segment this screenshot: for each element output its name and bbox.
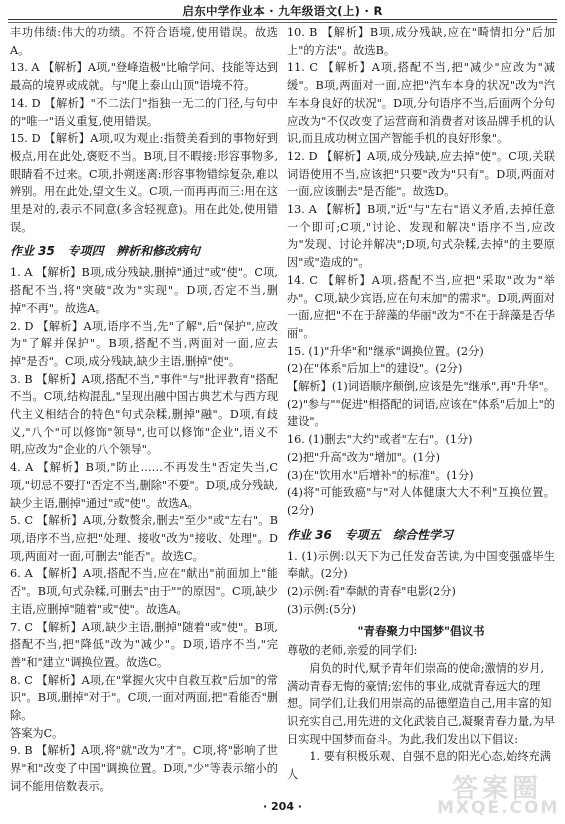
answer-4: 4. A 【解析】B项,"防止……不再发生"否定失当,C项,"切忌不要打"否定不当,删除"不要"。D项,成分残缺,缺少主语,删掉"通过"或"使"。故选A。	[10, 461, 278, 510]
essay-paragraph: 1. 要有积极乐观、自强不息的阳光心态,始终充满人	[287, 750, 551, 782]
answer-11: 11. C 【解析】A项,搭配不当,把"减少"应改为"减缓"。B项,两面对一面,应把"汽车本身的状况"改为"汽车本身良好的状况"。D项,分句语序不当,后面两个分句应改为"不仅改变了运营商和消费者对该品牌手机的认识,而且成功树立国产智能手机的良好形象"。	[287, 61, 555, 146]
header-rule	[8, 19, 557, 20]
right-column	[287, 24, 555, 784]
answer-14: 14. D 【解析】"不二法门"指独一无二的门径,与句中的"唯一"语义重复,使用错误。	[10, 96, 278, 128]
answer-16: 16. (1)删去"大约"或者"左右"。(1分) (2)把"升高"改为"增加"。(1分) (3)在"饮用水"后增补"的标准"。(1分) (4)将"可能致癌"与"对人体健康大大不利"互换位置。(2分)	[287, 433, 555, 517]
answer-8: 8. C 【解析】A项,在"掌握火灾中自救互救"后加"的常识"。B项,删掉"对于"。C项,一面对两面,把"看能否"删除。 答案为C。	[10, 673, 278, 740]
watermark-url: MXQE.COM	[437, 798, 560, 818]
section-number: 作业 36	[287, 527, 332, 542]
essay-paragraph: 肩负的时代,赋予青年们崇高的使命;激情的岁月,满动青春无悔的豪情;宏伟的事业,成就青春远大的理想。同学们,让我们用崇高的品德塑造自己,用丰富的知识充实自己,用先进的文化武装自己,凝聚青春力量,为早日实现中国梦而奋斗。为此,我们发出以下倡议:	[287, 661, 555, 746]
sample-essay	[287, 623, 555, 784]
left-column	[10, 24, 278, 796]
essay-salutation: 尊敬的老师,亲爱的同学们:	[287, 644, 418, 658]
answer-continuation: 丰功伟绩:伟大的功绩。不符合语境,使用错误。故选A。	[10, 26, 278, 57]
section-title: 综合性学习	[393, 527, 454, 542]
answer-15: 15. D 【解析】A项,叹为观止:指赞美看到的事物好到极点,用在此处,褒贬不当。B项,目不暇接:形容事物多,眼睛看不过来。C项,扑朔迷离:形容事物错综复杂,难以辨别。用在此处,望文生义。C项,一而再再而三:用在这里是对的,表示不同意(多含轻视意)。用在此处,使用错误。	[10, 132, 278, 234]
answer-6: 6. A 【解析】A项,搭配不当,应在"献出"前面加上"能否"。B项,句式杂糅,可删去"由于""的原因"。C项,缺少主语,应删掉"随着"或"使"。故选A。	[10, 567, 278, 616]
section-label: 专项五	[344, 527, 381, 542]
page-header	[0, 0, 565, 22]
answer-3: 3. B 【解析】A项,搭配不当,"事件"与"批评教育"搭配不当。C项,结构混乱,"呈现出融中国古典艺术与西方现代主义相结合的特色"句式杂糅,删掉"融"。D项,有歧义,"八个"可以修饰"领导",也可以修饰"企业",语义不明,应改为"企业的八个领导"。	[10, 372, 278, 457]
section-title: 辨析和修改病句	[116, 244, 201, 259]
header-title: 启东中学作业本 · 九年级语文(上) · R	[182, 4, 383, 18]
watermark-logo	[437, 768, 560, 820]
header-rule-thin	[8, 22, 557, 23]
section-heading-36	[287, 526, 555, 544]
page-number: · 204 ·	[263, 800, 302, 813]
answer-2: 2. D 【解析】A项,语序不当,先"了解",后"保护",应改为"了解并保护"。B项,搭配不当,两面对一面,应去掉"是否"。C项,成分残缺,缺少主语,删掉"使"。	[10, 319, 278, 368]
answer-7: 7. C 【解析】A项,缺少主语,删掉"随着"或"使"。B项,搭配不当,把"降低"改为"减少"。D项,语序不当,"完善"和"建立"调换位置。故选C。	[10, 620, 278, 669]
answer-10: 10. B 【解析】B项,成分残缺,应在"畸情扣分"后加上"的方法"。故选B。	[287, 26, 555, 57]
answer-13-right: 13. A 【解析】B项,"近"与"左右"语义矛盾,去掉任意一个即可;C项,"讨论、发现和解决"语序不当,应改为"发现、讨论并解决";D项,句式杂糅,去掉"的主要原因"或"造成的"。	[287, 203, 555, 270]
answer-1: 1. A 【解析】B项,成分残缺,删掉"通过"或"使"。C项,搭配不当,将"突破"改为"实现"。D项,否定不当,删掉"不再"。故选A。	[10, 266, 278, 315]
answer-15-right: 15. (1)"升华"和"继承"调换位置。(2分) (2)在"体系"后加上"的建设"。(2分) 【解析】(1)词语顺序颠倒,应该是先"继承",再"升华"。(2)"参与""促进"相搭配的词语,应该在"体系"后加上"的建设"。	[287, 344, 555, 429]
answer-q1: 1. (1)示例:以天下为己任发奋苦读,为中国变强盛毕生奉献。(2分) (2)示例:看"奉献的青春"电影(2分) (3)示例:(5分)	[287, 549, 555, 616]
answer-5: 5. C 【解析】A项,分数赘余,删去"至少"或"左右"。B项,语序不当,应把"处理、接收"改为"接收、处理"。D项,两面对一面,可删去"能否"。故选C。	[10, 514, 278, 563]
watermark-text: 答案圈	[451, 774, 542, 804]
answer-12: 12. D 【解析】A项,成分残缺,应去掉"使"。C项,关联词语使用不当,应该把"只要"改为"只有"。D项,两面对一面,应该删去"是否能"。故选D。	[287, 149, 555, 199]
answer-9: 9. B 【解析】A项,将"就"改为"才"。C项,将"影响了世界"和"改变了中国"调换位置。D项,"少"等表示缩小的词不能用倍数表示。	[10, 744, 278, 793]
essay-title: "青春聚力中国梦"倡议书	[357, 623, 485, 638]
section-number: 作业 35	[10, 244, 55, 259]
section-label: 专项四	[67, 244, 104, 259]
section-heading-35	[10, 242, 278, 260]
answer-13: 13. A 【解析】A项,"登峰造极"比喻学问、技能等达到最高的境界或成就。与"爬上泰山山顶"语境不符。	[10, 61, 278, 93]
answer-14-right: 14. C 【解析】A项,搭配不当,应把"采取"改为"举办"。C项,缺少宾语,应在句末加"的需求"。D项,两面对一面,应把"不在于辞藻的华丽"改为"不在于辞藻是否华丽"。	[287, 273, 555, 340]
